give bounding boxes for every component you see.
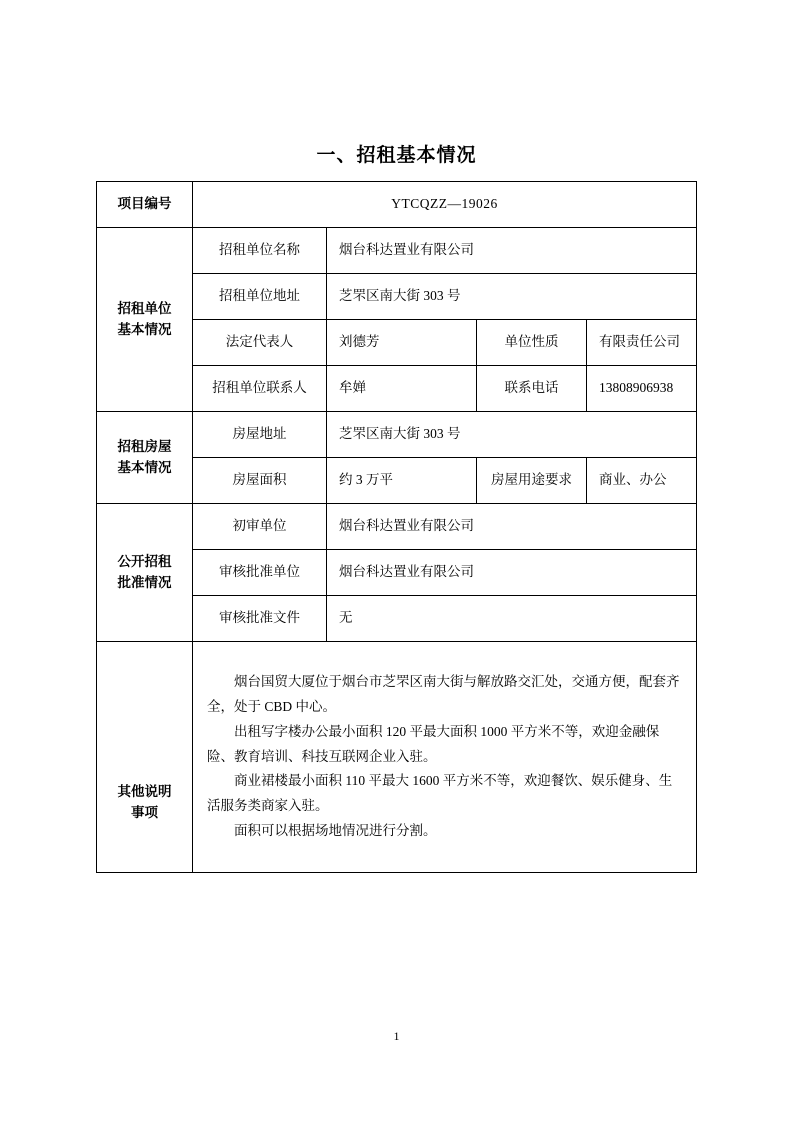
notes-section-label-line2: 事项 [131,804,158,820]
notes-section-value-cell [193,642,697,873]
contact-person-value-cell [327,366,477,412]
project-number-label: 项目编号 [117,196,172,212]
house-area-label-cell [193,458,327,504]
table-row [97,642,697,873]
project-number-label-cell [97,182,193,228]
unit-nature-value-cell [587,320,697,366]
notes-section-label [97,682,192,833]
table-row [97,412,697,458]
initial-review-value-cell [327,504,697,550]
table-row [97,228,697,274]
house-usage-value-cell [587,458,697,504]
legal-rep-value-cell [327,320,477,366]
notes-section-label-line1: 其他说明 [117,783,172,799]
table-row [97,504,697,550]
initial-review-label: 初审单位 [232,518,287,534]
approval-unit-value: 烟台科达置业有限公司 [339,564,474,580]
lessor-name-label-cell [193,228,327,274]
note-paragraph: 烟台国贸大厦位于烟台市芝罘区南大街与解放路交汇处，交通方便，配套齐全，处于 CBD 中心。 [207,673,680,714]
note-paragraph: 出租写字楼办公最小面积 120 平最大面积 1000 平方米不等，欢迎金融保险、教育培训、科技互联网企业入驻。 [207,723,660,764]
house-address-label: 房屋地址 [232,426,287,442]
legal-rep-label: 法定代表人 [225,334,294,350]
notes-list [193,658,696,857]
approval-doc-value: 无 [339,610,353,626]
page-title: 一、招租基本情况 [316,145,477,166]
lessor-name-value-cell [327,228,697,274]
approval-section-label-line2: 批准情况 [117,574,172,590]
legal-rep-value: 刘德芳 [339,334,380,350]
lessor-section-label [97,290,192,350]
unit-nature-label: 单位性质 [504,334,559,350]
initial-review-value: 烟台科达置业有限公司 [339,518,474,534]
contact-person-value: 牟婵 [339,380,366,396]
house-area-label: 房屋面积 [232,472,287,488]
house-section-label-line2: 基本情况 [117,459,172,475]
project-number-value: YTCQZZ—19026 [391,196,498,212]
unit-nature-value: 有限责任公司 [599,334,680,350]
rental-info-table [96,181,697,873]
house-area-value-cell [327,458,477,504]
house-section-label-cell [97,412,193,504]
contact-phone-label-cell [477,366,587,412]
lessor-name-value: 烟台科达置业有限公司 [339,242,474,258]
lessor-section-label-line2: 基本情况 [117,321,172,337]
contact-person-label-cell [193,366,327,412]
approval-unit-label: 审核批准单位 [219,564,300,580]
house-usage-value: 商业、办公 [599,472,667,488]
table-row [97,182,697,228]
approval-doc-value-cell [327,596,697,642]
unit-nature-label-cell [477,320,587,366]
house-area-value: 约 3 万平 [339,472,393,488]
lessor-address-value-cell [327,274,697,320]
house-section-label-line1: 招租房屋 [117,438,172,454]
notes-section-label-cell [97,642,193,873]
contact-phone-value-cell [587,366,697,412]
legal-rep-label-cell [193,320,327,366]
initial-review-label-cell [193,504,327,550]
contact-phone-value: 13808906938 [599,380,674,396]
house-address-value-cell [327,412,697,458]
note-paragraph: 面积可以根据场地情况进行分割。 [234,823,437,839]
contact-person-label: 招租单位联系人 [212,380,307,396]
contact-phone-label: 联系电话 [504,380,559,396]
approval-section-label [97,543,192,603]
house-usage-label-cell [477,458,587,504]
approval-section-label-line1: 公开招租 [117,553,172,569]
note-paragraph: 商业裙楼最小面积 110 平最大 1600 平方米不等，欢迎餐饮、娱乐健身、生活服务类商家入驻。 [207,773,673,814]
lessor-address-value: 芝罘区南大街 303 号 [339,288,461,304]
lessor-address-label-cell [193,274,327,320]
house-address-label-cell [193,412,327,458]
approval-unit-value-cell [327,550,697,596]
approval-section-label-cell [97,504,193,642]
lessor-address-label: 招租单位地址 [219,288,300,304]
lessor-name-label: 招租单位名称 [219,242,300,258]
lessor-section-label-line1: 招租单位 [117,300,172,316]
page-number: 1 [393,1029,400,1043]
house-usage-label: 房屋用途要求 [491,472,572,488]
house-section-label [97,428,192,488]
approval-doc-label: 审核批准文件 [219,610,300,626]
house-address-value: 芝罘区南大街 303 号 [339,426,461,442]
lessor-section-label-cell [97,228,193,412]
project-number-value-cell [193,182,697,228]
approval-unit-label-cell [193,550,327,596]
approval-doc-label-cell [193,596,327,642]
